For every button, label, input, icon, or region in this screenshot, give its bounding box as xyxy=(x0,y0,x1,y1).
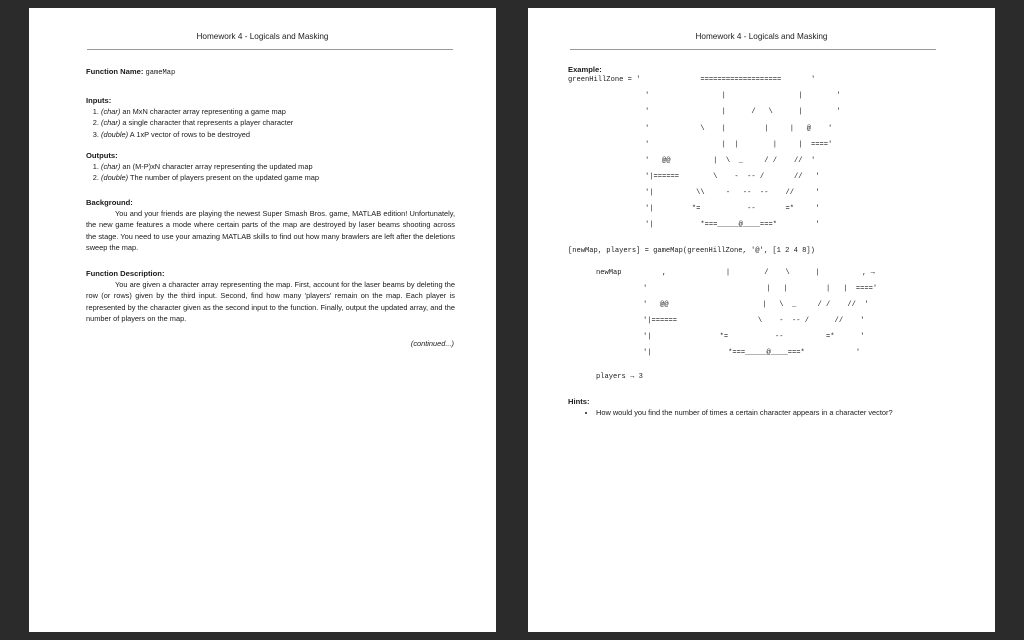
inputs-list xyxy=(86,106,471,140)
newmap-row: ' | | | | ====' xyxy=(643,285,878,293)
continued-note: (continued...) xyxy=(410,339,454,348)
list-item: 1. (char) an (M-P)xN character array representing the updated map xyxy=(101,161,471,172)
header-divider xyxy=(570,49,936,50)
right-page xyxy=(528,8,995,632)
hints-heading: Hints: xyxy=(568,397,590,406)
left-page xyxy=(29,8,496,632)
map-row: '|====== \ - -- / // ' xyxy=(645,173,820,181)
hints-list xyxy=(568,407,966,418)
description-paragraph: You are given a character array representing the map. First, account for the laser beams by deleting the row (or rows) given by the third input. Second, find how many 'players' remain on the map. Each player is represented by the character given as the second input to the function. Finally, output the updated array, and the number of players on the map. xyxy=(86,280,455,323)
outputs-heading: Outputs: xyxy=(86,151,118,160)
page-header: Homework 4 - Logicals and Masking xyxy=(695,32,828,41)
map-row: =================== ' xyxy=(645,76,816,84)
function-call: [newMap, players] = gameMap(greenHillZone, '@', [1 2 4 8]) xyxy=(568,247,815,255)
map-row: ' | | ' xyxy=(645,92,841,100)
map-row: '| *===_____@____===* ' xyxy=(645,221,820,229)
map-row: ' @@ | \ _ / / // ' xyxy=(645,157,816,165)
arrow-icon: → xyxy=(630,373,635,381)
players-label: players xyxy=(596,373,626,381)
newmap-row: '|====== \ - -- / // ' xyxy=(643,317,865,325)
description-heading: Function Description: xyxy=(86,269,165,278)
example-heading: Example: xyxy=(568,65,602,74)
map-row: ' \ | | | @ ' xyxy=(645,125,833,133)
newmap-row: , | / \ | , → xyxy=(628,269,875,277)
map-row: ' | | | | ====' xyxy=(645,141,833,149)
list-item: 2. (double) The number of players present on the updated game map xyxy=(101,172,471,183)
map-variable: greenHillZone = ' xyxy=(568,76,641,84)
map-row: '| *= -- =* ' xyxy=(645,205,820,213)
map-row: '| \\ - -- -- // ' xyxy=(645,189,820,197)
map-row: ' | / \ | ' xyxy=(645,108,841,116)
list-item: • How would you find the number of times a certain character appears in a character vector? xyxy=(596,407,966,418)
newmap-label: newMap xyxy=(596,269,622,277)
background-paragraph: You and your friends are playing the newest Super Smash Bros. game, MATLAB edition! Unfortunately, the new game features a mode where certain parts of the map are destroyed by laser beams shooting across the stage. You need to use your amazing MATLAB skills to find out how many brawlers are left after the deletions sweep the map. xyxy=(86,209,455,252)
background-heading: Background: xyxy=(86,198,133,207)
players-value: 3 xyxy=(638,373,643,381)
newmap-row: '| *= -- =* ' xyxy=(643,333,865,341)
list-item: 3. (double) A 1xP vector of rows to be destroyed xyxy=(101,129,471,140)
list-item: 1. (char) an MxN character array representing a game map xyxy=(101,106,471,117)
newmap-row: ' @@ | \ _ / / // ' xyxy=(643,301,869,309)
function-name: gameMap xyxy=(145,69,176,77)
list-item: 2. (char) a single character that represents a player character xyxy=(101,117,471,128)
inputs-heading: Inputs: xyxy=(86,96,112,105)
outputs-list xyxy=(86,161,471,184)
page-header: Homework 4 - Logicals and Masking xyxy=(196,32,329,41)
function-name-line xyxy=(86,66,175,79)
function-name-label: Function Name: xyxy=(86,67,144,76)
players-result xyxy=(596,372,643,384)
newmap-row: '| *===_____@____===* ' xyxy=(643,349,861,357)
header-divider xyxy=(87,49,453,50)
